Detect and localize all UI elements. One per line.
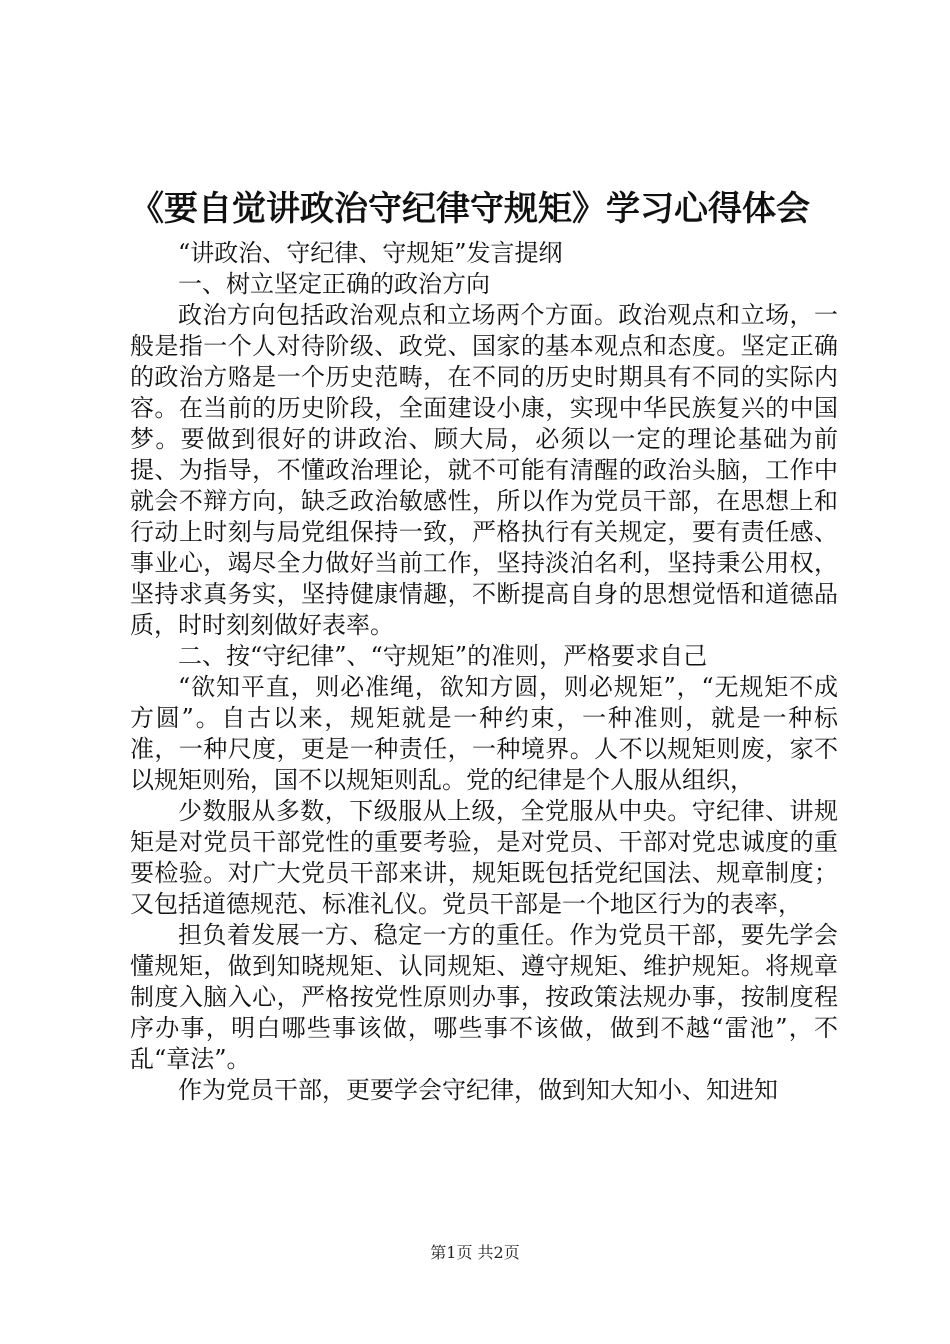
document-title: 《要自觉讲政治守纪律守规矩》学习心得体会 <box>130 189 810 229</box>
paragraph: 作为党员干部，更要学会守纪律，做到知大知小、知进知 <box>178 1076 778 1104</box>
paragraph: “欲知平直，则必准绳，欲知方圆，则必规矩”，“无规矩不成方圆”。自古以来，规矩就是一种约束，一种准则，就是一种标准，一种尺度，更是一种责任，一种境界。人不以规矩则废，家不以规矩则殆，国不以规矩则乱。党的纪律是个人服从组织， <box>130 673 838 794</box>
paragraph-section-one-heading: 一、树立坚定正确的政治方向 <box>178 270 490 298</box>
paragraph: 少数服从多数，下级服从上级，全党服从中央。守纪律、讲规矩是对党员干部党性的重要考验，是对党员、干部对党忠诚度的重要检验。对广大党员干部来讲，规矩既包括党纪国法、规章制度；又包括道德规范、标准礼仪。党员干部是一个地区行为的表率， <box>130 797 838 918</box>
page-footer: 第1页 共2页 <box>430 1243 520 1262</box>
paragraph: 政治方向包括政治观点和立场两个方面。政治观点和立场，一般是指一个人对待阶级、政党、国家的基本观点和态度。坚定正确的政治方赂是一个历史范畴，在不同的历史时期具有不同的实际内容。在当前的历史阶段，全面建设小康，实现中华民族复兴的中国梦。要做到很好的讲政治、顾大局，必须以一定的理论基础为前提、为指导，不懂政治理论，就不可能有清醒的政治头脑，工作中就会不辩方向，缺乏政治敏感性，所以作为党员干部，在思想上和行动上时刻与局党组保持一致，严格执行有关规定，要有责任感、事业心，竭尽全力做好当前工作，坚持淡泊名利，坚持秉公用权，坚持求真务实，坚持健康情趣，不断提高自身的思想觉悟和道德品质，时时刻刻做好表率。 <box>130 301 838 639</box>
paragraph-section-two-heading: 二、按“守纪律”、“守规矩”的准则，严格要求自己 <box>178 642 708 670</box>
document-body <box>130 238 838 1106</box>
paragraph: 担负着发展一方、稳定一方的重任。作为党员干部，要先学会懂规矩，做到知晓规矩、认同规矩、遵守规矩、维护规矩。将规章制度入脑入心，严格按党性原则办事，按政策法规办事，按制度程序办事，明白哪些事该做，哪些事不该做，做到不越“雷池”，不乱“章法”。 <box>130 921 838 1073</box>
paragraph-outline-heading: “讲政治、守纪律、守规矩”发言提纲 <box>178 239 563 267</box>
